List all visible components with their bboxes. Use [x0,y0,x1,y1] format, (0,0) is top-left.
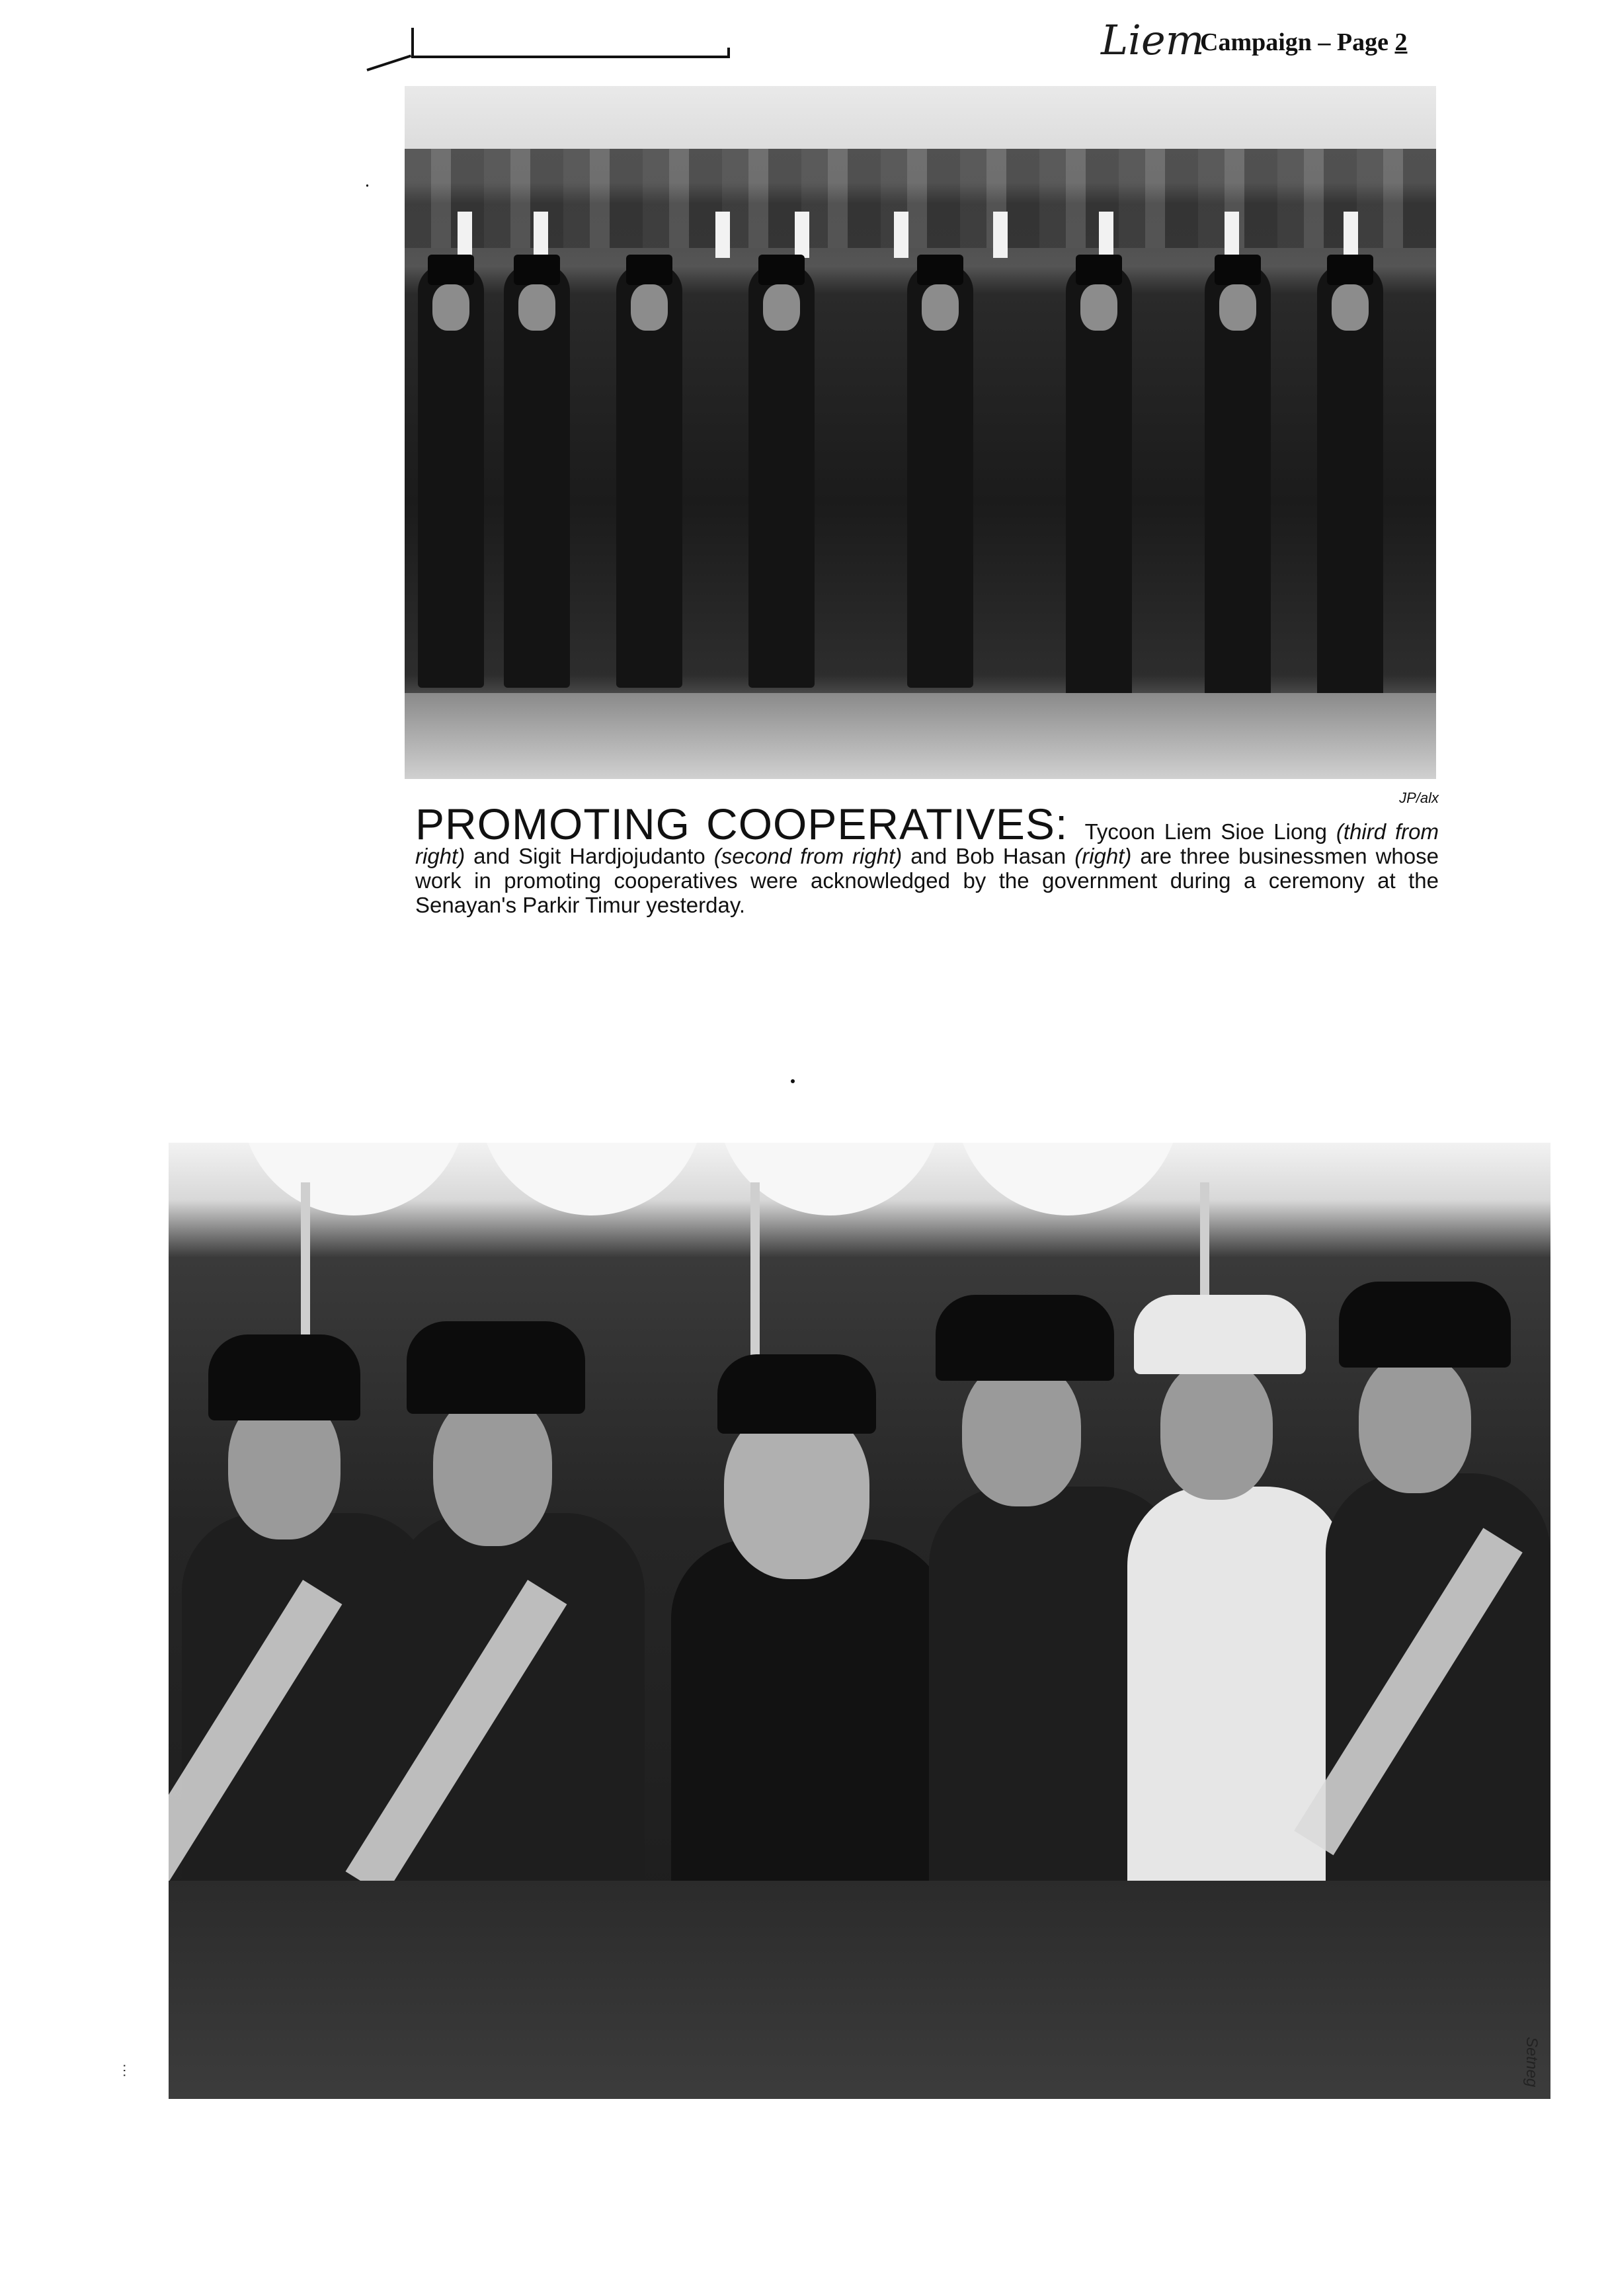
hat [917,255,963,285]
officer-cap [936,1295,1114,1381]
photo-credit-top: JP/alx [1399,790,1439,806]
person-sigit-hardjojudanto [1205,265,1271,714]
face [433,1394,552,1546]
header-rule-tick [727,48,730,58]
face [1332,284,1369,331]
caption-text [415,800,1439,917]
face [1080,284,1117,331]
face [518,284,555,331]
flag [715,212,730,258]
face [1359,1354,1471,1493]
caption-part: (second from right) [713,844,903,868]
header-separator: – [1318,28,1331,56]
hat [1215,255,1261,285]
flag [1099,212,1113,258]
hat [626,255,672,285]
flag [894,212,908,258]
flag [458,212,472,258]
hat [758,255,805,285]
face [432,284,469,331]
face [631,284,668,331]
flag [795,212,809,258]
caption-part: and Sigit Hardjojudanto [473,844,705,868]
section-label: Campaign [1200,28,1312,56]
page-number: 2 [1394,28,1408,56]
flag [993,212,1008,258]
margin-credit-faded: ··· [117,2063,134,2078]
officer-cap [1339,1282,1511,1368]
flag [1225,212,1239,258]
face [962,1361,1081,1506]
caption-headline: PROMOTING COOPERATIVES: [415,800,1068,848]
page-label: Page [1336,28,1388,56]
face [1219,284,1256,331]
tent-awning [955,1143,1180,1215]
hat [1076,255,1122,285]
seated-legs [169,1881,1550,2099]
officer-cap [208,1334,360,1420]
header-slash-mark [366,54,411,71]
face [1160,1361,1273,1500]
caption-part: Tycoon Liem Sioe Liong [1084,819,1328,844]
flag [1344,212,1358,258]
header-rule-left [411,28,414,58]
person-bob-hasan [1317,265,1383,727]
tent-post [750,1182,760,1381]
photo-officials-seated [169,1143,1550,2099]
caption-part: (right) [1074,844,1132,868]
photo-credit-bottom: Setneg [1523,2037,1541,2088]
handwritten-annotation: Liem [1101,16,1205,64]
hat [514,255,560,285]
margin-mark: ⸱ [365,177,370,196]
face [763,284,800,331]
tent-awning [241,1143,466,1215]
photo-caption [415,792,1439,917]
photo-background-trees [405,149,1436,248]
officer-cap [407,1321,585,1414]
person-liem-sioe-liong [1066,265,1132,727]
caption-part: are three businessmen whose work in promoting cooperatives were acknowledged by the government during a ceremony at the Senayan's Parkir Timur yesterday. [415,844,1439,917]
header-rule [411,56,729,58]
page-header [1200,28,1408,57]
caption-part: and Bob Hasan [910,844,1066,868]
hat [1327,255,1373,285]
stray-mark [791,1079,795,1083]
peci-cap [717,1354,876,1434]
flag [534,212,548,258]
tent-awning [479,1143,704,1215]
photo-cooperatives-ceremony [405,86,1436,779]
face [922,284,959,331]
photo-ground [405,693,1436,779]
naval-cap [1134,1295,1306,1374]
hat [428,255,474,285]
caption-part: (third from right) [415,819,1439,868]
